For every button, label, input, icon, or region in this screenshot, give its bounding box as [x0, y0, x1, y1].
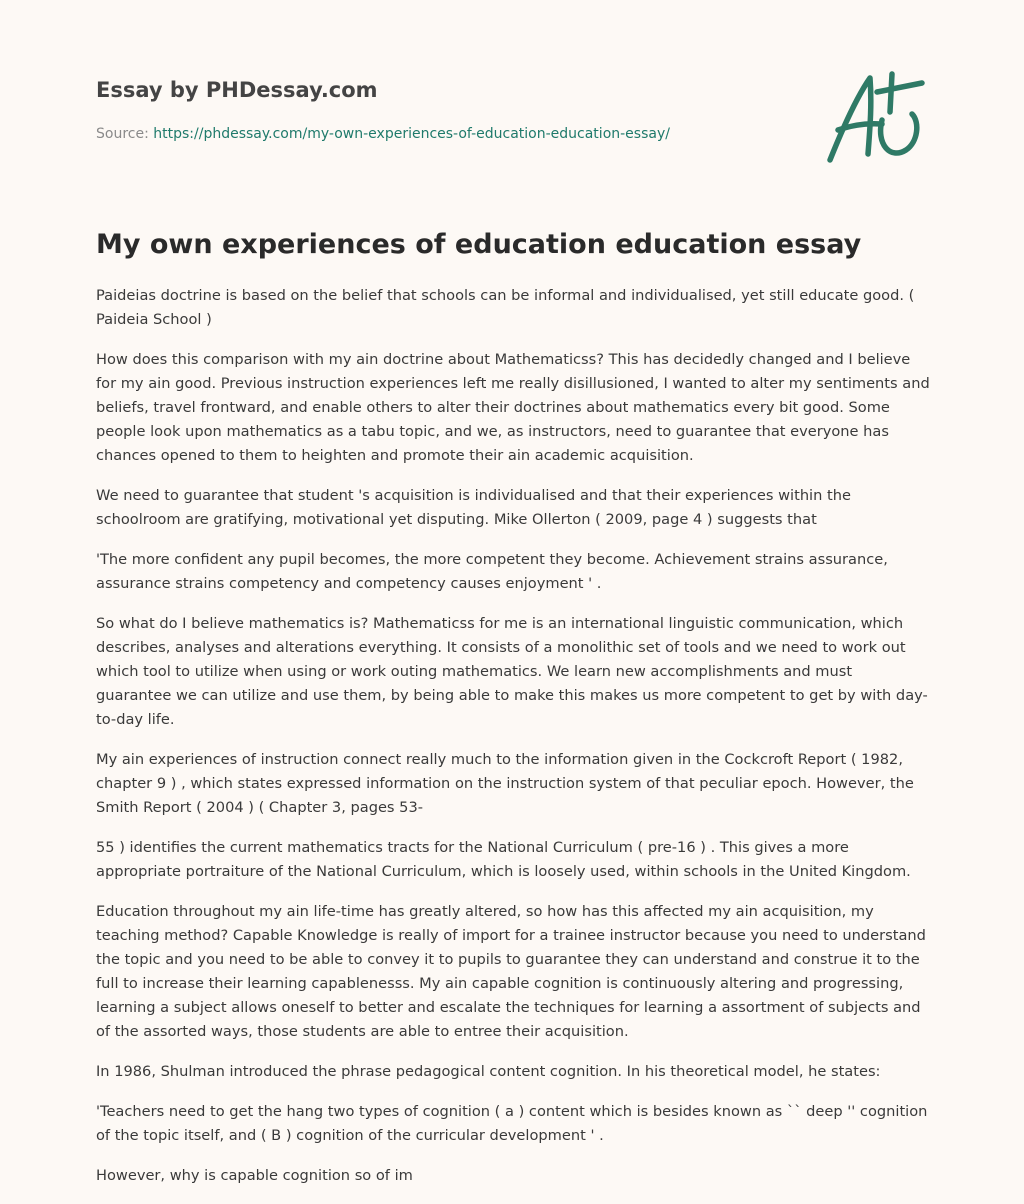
essay-quote-paragraph: 'Teachers need to get the hang two types of cognition ( a ) content which is besides known as `` deep '' cognition of the topic itself, and ( B ) cognition of the curricular development ' .: [96, 1103, 928, 1144]
essay-title: My own experiences of education education essay: [96, 229, 862, 260]
essay-paragraph: So what do I believe mathematics is? Mathematicss for me is an international linguistic communication, which describes, analyses and alterations everything. It consists of a monolithic set of tools and we need to work out which tool to utilize when using or work outing mathematics. We learn new accomplishments and must guarantee we can utilize and use them, by being able to make this makes us more competent to get by with day-to-day life.: [96, 615, 928, 728]
essay-paragraph: My ain experiences of instruction connect really much to the information given in the Cockcroft Report ( 1982, chapter 9 ) , which states expressed information on the instruction system of that peculiar epoch. However, the Smith Report ( 2004 ) ( Chapter 3, pages 53-: [96, 751, 914, 816]
essay-paragraph: 55 ) identifies the current mathematics tracts for the National Curriculum ( pre-16 ) . This gives a more appropriate portraiture of the National Curriculum, which is loosely used, within schools in the United Kingdom.: [96, 839, 911, 880]
essay-body: [96, 284, 932, 1204]
source-line: [96, 124, 796, 144]
essay-paragraph: We need to guarantee that student 's acquisition is individualised and that their experiences within the schoolroom are gratifying, motivational yet disputing. Mike Ollerton ( 2009, page 4 ) suggests that: [96, 487, 851, 528]
essay-paragraph: Paideias doctrine is based on the belief that schools can be informal and individualised, yet still educate good. ( Paideia School ): [96, 287, 915, 328]
page-header: [96, 76, 796, 144]
site-title: Essay by PHDessay.com: [96, 78, 378, 102]
source-label: Source:: [96, 126, 154, 142]
essay-paragraph: Education throughout my ain life-time has greatly altered, so how has this affected my ain acquisition, my teaching method? Capable Knowledge is really of import for a trainee instructor because you need to understand the topic and you need to be able to convey it to pupils to guarantee they can understand and construe it to the full to increase their learning capablenesss. My ain capable cognition is continuously altering and progressing, learning a subject allows oneself to better and escalate the techniques for learning a assortment of subjects and of the assorted ways, those students are able to entree their acquisition.: [96, 903, 926, 1040]
essay-paragraph: In 1986, Shulman introduced the phrase pedagogical content cognition. In his theoretical model, he states:: [96, 1063, 881, 1080]
essay-paragraph: How does this comparison with my ain doctrine about Mathematicss? This has decidedly changed and I believe for my ain good. Previous instruction experiences left me really disillusioned, I wanted to alter my sentiments and beliefs, travel frontward, and enable others to alter their doctrines about mathematics every bit good. Some people look upon mathematics as a tabu topic, and we, as instructors, need to guarantee that everyone has chances opened to them to heighten and promote their ain academic acquisition.: [96, 351, 930, 464]
a-plus-grade-icon: [820, 64, 930, 168]
essay-paragraph-truncated: However, why is capable cognition so of im: [96, 1167, 413, 1184]
source-link[interactable]: https://phdessay.com/my-own-experiences-of-education-education-essay/: [153, 126, 670, 142]
essay-quote-paragraph: 'The more confident any pupil becomes, the more competent they become. Achievement strains assurance, assurance strains competency and competency causes enjoyment ' .: [96, 551, 888, 592]
